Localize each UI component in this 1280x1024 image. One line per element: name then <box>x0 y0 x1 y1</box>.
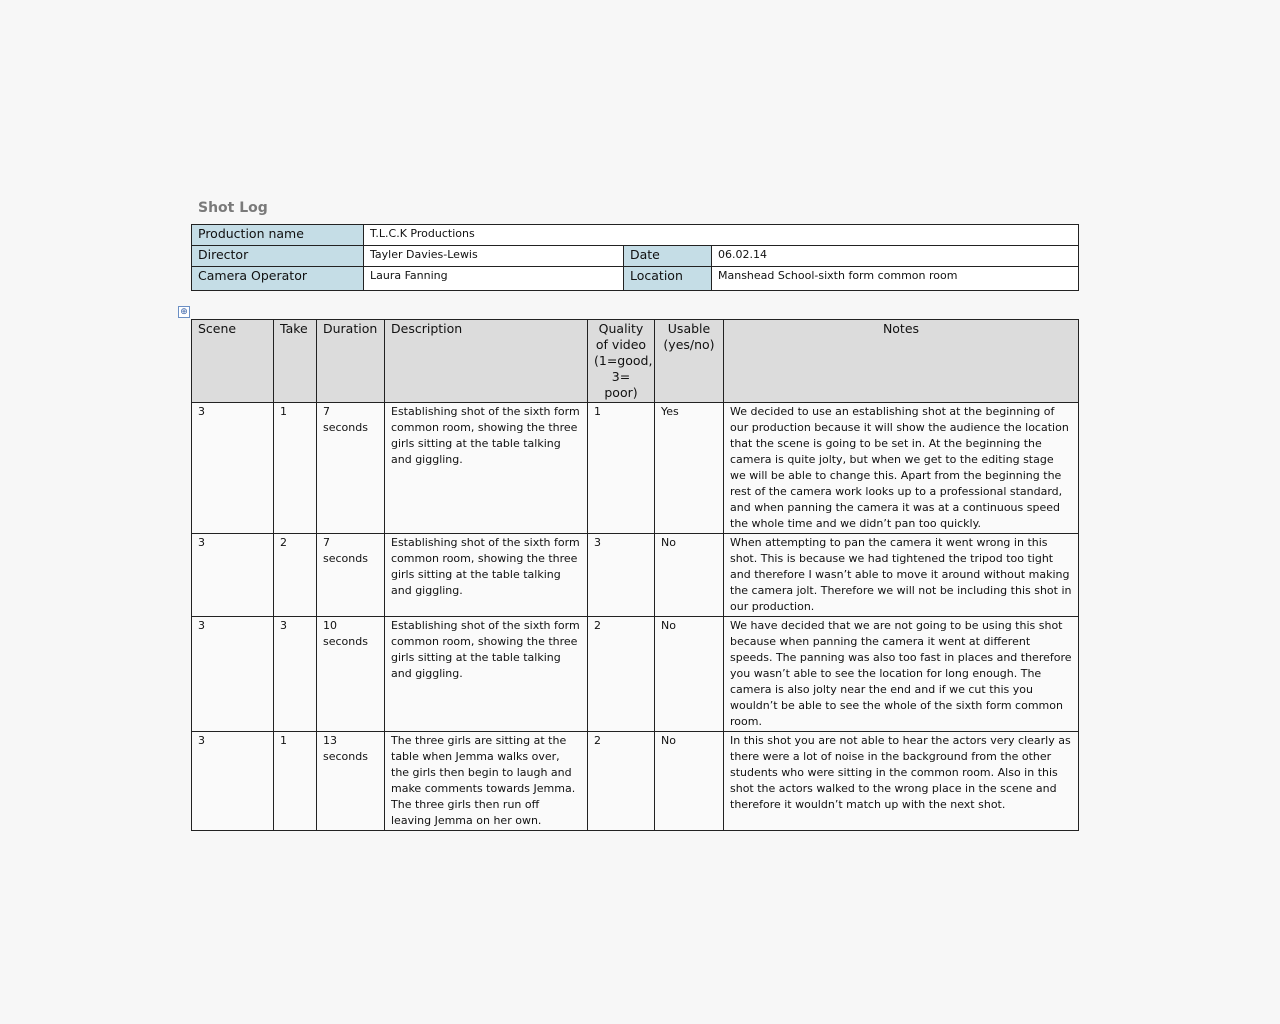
description-cell[interactable]: The three girls are sitting at the table when Jemma walks over, the girls then begin to laugh and make comments towards Jemma. The three girls then run off leaving Jemma on her own. <box>385 732 588 831</box>
col-notes: Notes <box>724 320 1079 403</box>
shot-log-table <box>191 319 1079 831</box>
quality-cell[interactable]: 2 <box>588 617 655 732</box>
col-quality: Quality of video (1=good, 3= poor) <box>588 320 655 403</box>
take-cell[interactable]: 2 <box>274 534 317 617</box>
usable-cell[interactable]: No <box>655 617 724 732</box>
scene-cell[interactable]: 3 <box>192 534 274 617</box>
scene-cell[interactable]: 3 <box>192 403 274 534</box>
page-title: Shot Log <box>198 200 268 216</box>
scene-cell[interactable]: 3 <box>192 617 274 732</box>
location-value[interactable]: Manshead School-sixth form common room <box>712 267 1079 291</box>
description-cell[interactable]: Establishing shot of the sixth form common room, showing the three girls sitting at the table talking and giggling. <box>385 617 588 732</box>
duration-cell[interactable]: 7 seconds <box>317 403 385 534</box>
table-row <box>192 732 1079 831</box>
quality-cell[interactable]: 3 <box>588 534 655 617</box>
camera-operator-label: Camera Operator <box>192 267 364 291</box>
notes-cell[interactable]: In this shot you are not able to hear the actors very clearly as there were a lot of noise in the background from the other students who were sitting in the common room. Also in this shot the actors walked to the wrong place in the scene and therefore it wouldn’t match up with the next shot. <box>724 732 1079 831</box>
usable-cell[interactable]: Yes <box>655 403 724 534</box>
duration-cell[interactable]: 10 seconds <box>317 617 385 732</box>
table-row <box>192 403 1079 534</box>
production-name-value[interactable]: T.L.C.K Productions <box>364 225 1079 246</box>
table-row <box>192 534 1079 617</box>
take-cell[interactable]: 3 <box>274 617 317 732</box>
col-scene: Scene <box>192 320 274 403</box>
camera-row <box>192 267 1079 291</box>
director-value[interactable]: Tayler Davies-Lewis <box>364 246 624 267</box>
director-label: Director <box>192 246 364 267</box>
quality-cell[interactable]: 2 <box>588 732 655 831</box>
date-value[interactable]: 06.02.14 <box>712 246 1079 267</box>
table-row <box>192 617 1079 732</box>
col-take: Take <box>274 320 317 403</box>
production-name-label: Production name <box>192 225 364 246</box>
camera-operator-value[interactable]: Laura Fanning <box>364 267 624 291</box>
col-usable: Usable (yes/no) <box>655 320 724 403</box>
notes-cell[interactable]: We have decided that we are not going to be using this shot because when panning the camera it went at different speeds. The panning was also too fast in places and therefore you wasn’t able to see the location for long enough. The camera is also jolty near the end and if we cut this you wouldn’t be able to see the whole of the sixth form common room. <box>724 617 1079 732</box>
take-cell[interactable]: 1 <box>274 732 317 831</box>
take-cell[interactable]: 1 <box>274 403 317 534</box>
duration-cell[interactable]: 7 seconds <box>317 534 385 617</box>
notes-cell[interactable]: When attempting to pan the camera it went wrong in this shot. This is because we had tightened the tripod too tight and therefore I wasn’t able to move it around without making the camera jolt. Therefore we will not be including this shot in our production. <box>724 534 1079 617</box>
notes-cell[interactable]: We decided to use an establishing shot at the beginning of our production because it will show the audience the location that the scene is going to be set in. At the beginning the camera is quite jolty, but when we get to the editing stage we will be able to change this. Apart from the beginning the rest of the camera work looks up to a professional standard, and when panning the camera it was at a continuous speed the whole time and we didn’t pan too quickly. <box>724 403 1079 534</box>
description-cell[interactable]: Establishing shot of the sixth form common room, showing the three girls sitting at the table talking and giggling. <box>385 534 588 617</box>
quality-cell[interactable]: 1 <box>588 403 655 534</box>
production-info-table <box>191 224 1079 291</box>
location-label: Location <box>624 267 712 291</box>
usable-cell[interactable]: No <box>655 732 724 831</box>
production-row <box>192 225 1079 246</box>
usable-cell[interactable]: No <box>655 534 724 617</box>
col-duration: Duration <box>317 320 385 403</box>
col-description: Description <box>385 320 588 403</box>
scene-cell[interactable]: 3 <box>192 732 274 831</box>
date-label: Date <box>624 246 712 267</box>
header-row <box>192 320 1079 403</box>
table-move-handle-icon[interactable]: ⊕ <box>178 306 190 318</box>
description-cell[interactable]: Establishing shot of the sixth form common room, showing the three girls sitting at the table talking and giggling. <box>385 403 588 534</box>
duration-cell[interactable]: 13 seconds <box>317 732 385 831</box>
director-row <box>192 246 1079 267</box>
